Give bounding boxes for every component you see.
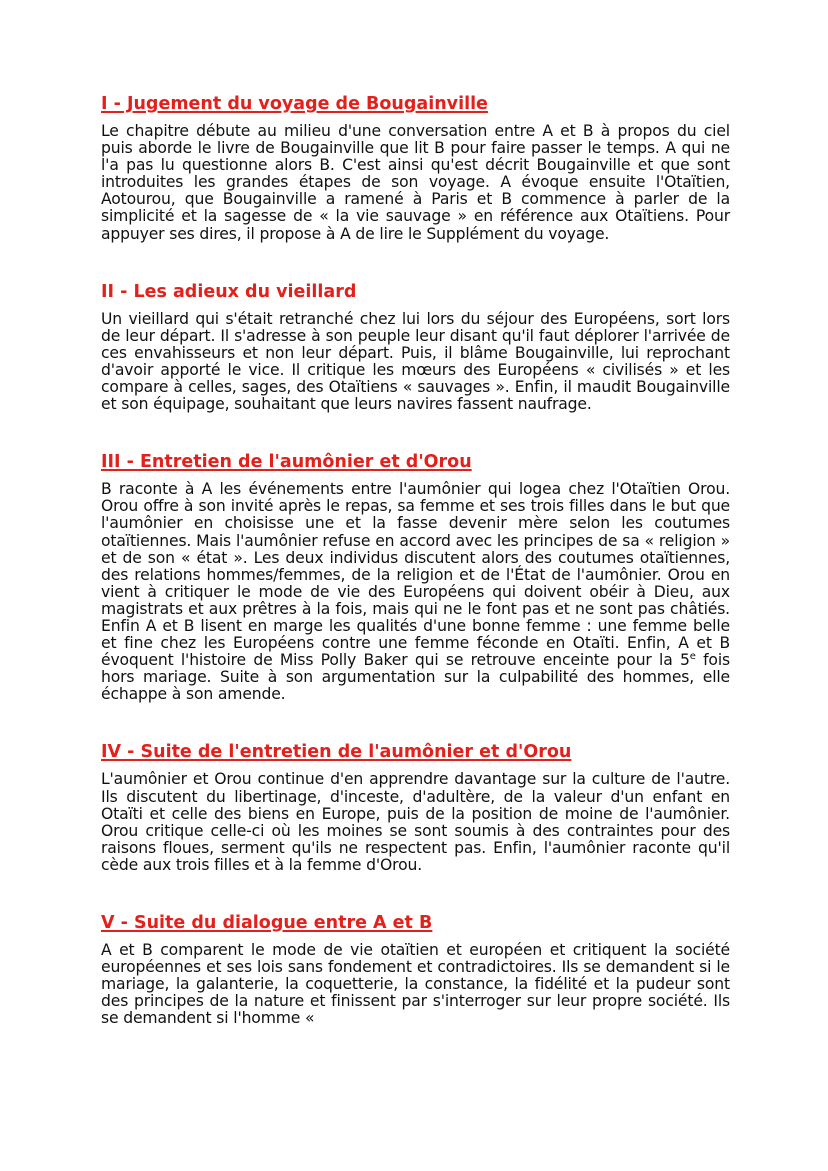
section-heading: III - Entretien de l'aumônier et d'Orou bbox=[101, 452, 472, 473]
section-3 bbox=[101, 451, 730, 703]
section-heading: V - Suite du dialogue entre A et B bbox=[101, 913, 433, 933]
section-1 bbox=[101, 93, 730, 243]
section-paragraph: Le chapitre débute au milieu d'une conversation entre A et B à propos du ciel puis aborde le livre de Bougainville que lit B pour faire passer le temps. A qui ne l'a pas lu questionne alors B. C'est ainsi qu'est décrit Bougainville et que sont introduites les grandes étapes de son voyage. A évoque ensuite l'Otaïtien, Aotourou, que Bougainville a ramené à Paris et B commence à parler de la simplicité et la sagesse de « la vie sauvage » en référence aux Otaïtiens. Pour appuyer ses dires, il propose à A de lire le Supplément du voyage. bbox=[101, 122, 730, 243]
section-5 bbox=[101, 912, 730, 1027]
paragraph-text: fois hors mariage. Suite à son argumentation sur la culpabilité des hommes, elle échappe à son amende. bbox=[101, 651, 730, 704]
section-heading: IV - Suite de l'entretien de l'aumônier et d'Orou bbox=[101, 742, 572, 763]
ordinal-superscript: e bbox=[689, 650, 696, 662]
section-paragraph: L'aumônier et Orou continue d'en apprendre davantage sur la culture de l'autre. Ils discutent du libertinage, d'inceste, d'adultère, de la valeur d'un enfant en Otaïti et celle des biens en Europe, puis de la position de moine de l'aumônier. Orou critique celle-ci où les moines se sont soumis à des contraintes pour des raisons floues, serment qu'ils ne respectent pas. Enfin, l'aumônier raconte qu'il cède aux trois filles et à la femme d'Orou. bbox=[101, 770, 730, 874]
paragraph-text: B raconte à A les événements entre l'aumônier qui logea chez l'Otaïtien Orou. Orou offre à son invité après le repas, sa femme et ses trois filles dans le but que l'aumônier en choisisse une et la fasse devenir mère selon les coutumes otaïtiennes. Mais l'aumônier refuse en accord avec les principes de sa « religion » et de son « état ». Les deux individus discutent alors des coutumes otaïtiennes, des relations hommes/femmes, de la religion et de l'État de l'aumônier. Orou en vient à critiquer le mode de vie des Européens qui doivent obéir à Dieu, aux magistrats et aux prêtres à la fois, mais qui ne le font pas et ne sont pas châtiés. Enfin A et B lisent en marge les qualités d'une bonne femme : une femme belle et fine chez les Européens contre une femme féconde en Otaïti. Enfin, A et B évoquent l'histoire de Miss Polly Baker qui se retrouve enceinte pour la 5 bbox=[101, 480, 730, 670]
section-paragraph: Un vieillard qui s'était retranché chez lui lors du séjour des Européens, sort lors de leur départ. Il s'adresse à son peuple leur disant qu'il faut déplorer l'arrivée de ces envahisseurs et non leur départ. Puis, il blâme Bougainville, lui reprochant d'avoir apporté le vice. Il critique les mœurs des Européens « civilisés » et les compare à celles, sages, des Otaïtiens « sauvages ». Enfin, il maudit Bougainville et son équipage, souhaitant que leurs navires fassent naufrage. bbox=[101, 309, 730, 414]
section-paragraph: A et B comparent le mode de vie otaïtien et européen et critiquent la société européennes et ses lois sans fondement et contradictoires. Ils se demandent si le mariage, la galanterie, la coquetterie, la constance, la fidélité et la pudeur sont des principes de la nature et finissent par s'interroger sur leur propre société. Ils se demandent si l'homme « bbox=[101, 941, 730, 1028]
section-heading: II - Les adieux du vieillard bbox=[101, 281, 357, 302]
section-2 bbox=[101, 281, 730, 414]
section-paragraph bbox=[101, 481, 730, 703]
section-4 bbox=[101, 741, 730, 874]
section-heading: I - Jugement du voyage de Bougainville bbox=[101, 94, 488, 114]
